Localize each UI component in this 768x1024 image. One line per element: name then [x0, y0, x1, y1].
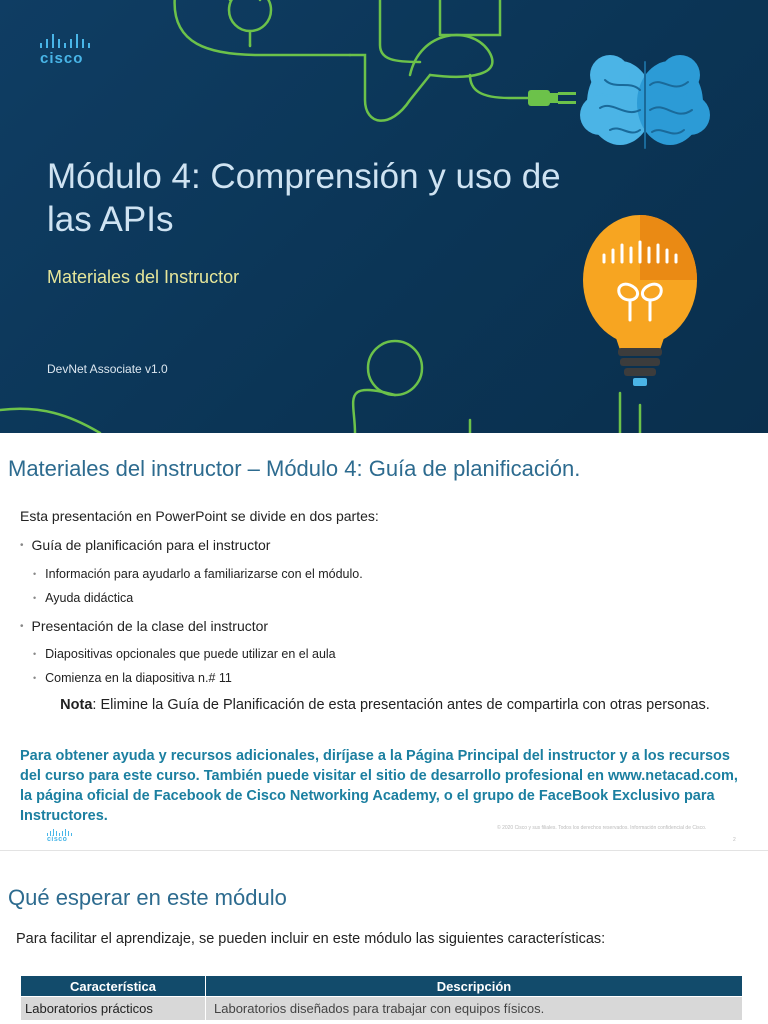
bullet-level2: • Diapositivas opcionales que puede utilizar en el aula [33, 647, 336, 661]
cisco-logo [47, 829, 72, 843]
brain-icon [580, 55, 710, 148]
lightbulb-icon [583, 215, 697, 386]
copyright-text: © 2020 Cisco y sus filiales. Todos los derechos reservados. Información confidencial de Cisco. [497, 825, 707, 831]
table-row [21, 997, 743, 1021]
intro-text: Esta presentación en PowerPoint se divide en dos partes: [20, 508, 379, 524]
bullet-level2: • Información para ayudarlo a familiarizarse con el módulo. [33, 567, 363, 581]
module-expectations-slide [0, 850, 768, 1024]
cisco-bars-icon [40, 34, 112, 48]
bullet-level2: • Comienza en la diapositiva n.# 11 [33, 671, 232, 685]
column-header: Característica [21, 976, 206, 997]
cisco-logo [40, 34, 112, 70]
column-header: Descripción [206, 976, 743, 997]
features-table [20, 975, 743, 1021]
description-cell: Laboratorios diseñados para trabajar con equipos físicos. [206, 997, 743, 1021]
cisco-wordmark: cisco [40, 50, 84, 67]
page-number: 2 [733, 837, 736, 843]
title-slide [0, 0, 768, 433]
slide-title: Módulo 4: Comprensión y uso de las APIs [47, 157, 561, 239]
bullet-level1: • Guía de planificación para el instructor [20, 537, 270, 553]
planning-guide-slide [0, 433, 768, 848]
plug-icon [528, 90, 576, 106]
bullet-level2: • Ayuda didáctica [33, 591, 133, 605]
bullet-level1: • Presentación de la clase del instructor [20, 618, 268, 634]
cisco-wordmark: cisco [47, 836, 68, 843]
intro-text: Para facilitar el aprendizaje, se pueden incluir en este módulo las siguientes características: [16, 931, 606, 947]
note-label: Nota [60, 697, 93, 713]
note [40, 696, 730, 715]
course-version: DevNet Associate v1.0 [47, 362, 168, 376]
help-resources-text: Para obtener ayuda y recursos adicionales, diríjase a la Página Principal del instructor y a los recursos del curso para este curso. También puede visitar el sitio de desarrollo profesional en www.netacad.com, la página oficial de Facebook de Cisco Networking Academy, o el grupo de FaceBook Exclusivo para Instructores. [20, 748, 738, 824]
table-header-row [21, 976, 743, 997]
slide-subtitle: Materiales del Instructor [47, 267, 240, 287]
feature-cell: Laboratorios prácticos [21, 997, 206, 1021]
slide-title: Materiales del instructor – Módulo 4: Guía de planificación. [8, 456, 581, 481]
slide-title: Qué esperar en este módulo [8, 885, 287, 910]
cisco-bars-icon [47, 829, 72, 836]
note-text: : Elimine la Guía de Planificación de esta presentación antes de compartirla con otras personas. [92, 697, 710, 713]
